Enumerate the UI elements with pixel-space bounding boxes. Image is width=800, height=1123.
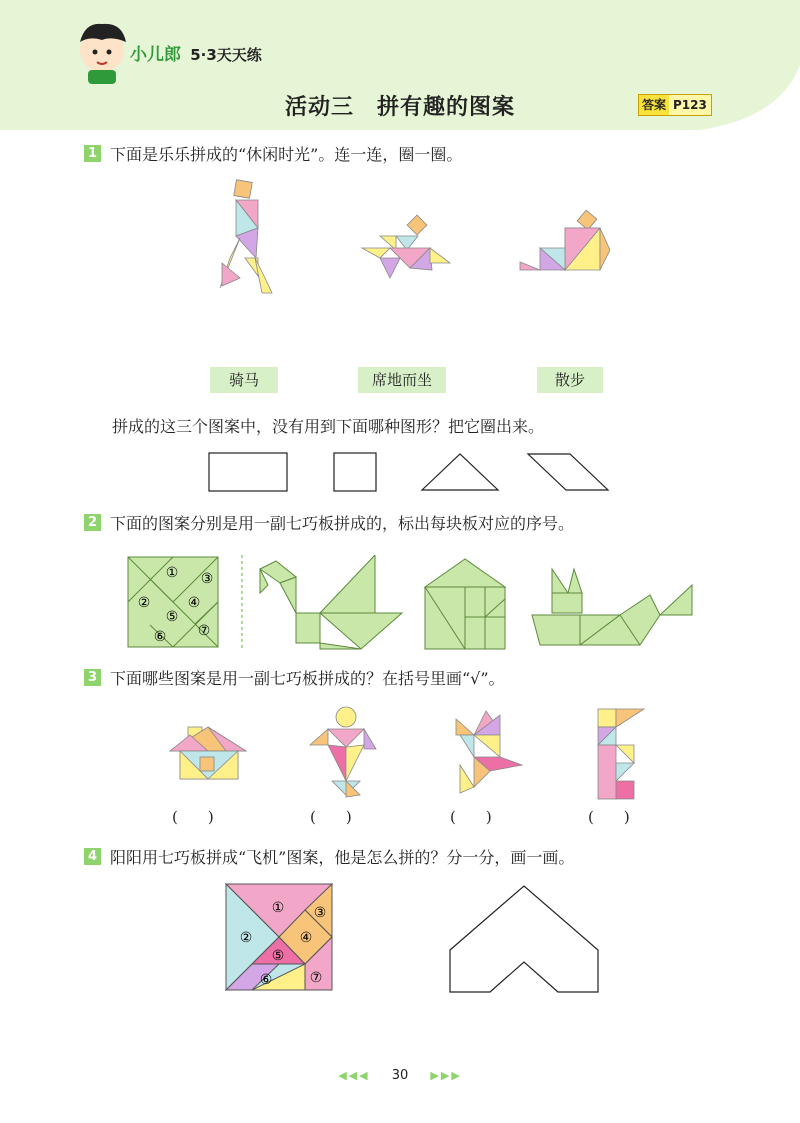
q4-num-7: ⑦: [309, 970, 323, 986]
brand-logo: 小儿郎: [130, 45, 181, 65]
tangram-num-7: ⑦: [197, 623, 211, 639]
cat-figure: [532, 569, 692, 645]
question-1-text: 下面是乐乐拼成的“休闲时光”。连一连，圈一圈。: [110, 145, 463, 164]
tangram-num-1: ①: [165, 565, 179, 581]
q4-num-1: ①: [271, 900, 285, 916]
q2-figures: [120, 555, 700, 655]
question-2-text: 下面的图案分别是用一副七巧板拼成的，标出每块板对应的序号。: [110, 514, 575, 533]
question-1-number: 1: [84, 145, 101, 162]
parallelogram-shape: [528, 454, 608, 490]
footer-right-arrows: ▶▶▶: [430, 1069, 462, 1082]
triangle-shape: [422, 454, 498, 490]
house-figure: [425, 559, 505, 649]
question-1-sub-text: 拼成的这三个图案中，没有用到下面哪种图形？把它圈出来。: [112, 417, 545, 436]
tangram-num-3: ③: [200, 571, 214, 587]
q4-figures: [220, 880, 600, 1000]
page-footer: [0, 1068, 800, 1083]
q4-num-6: ⑥: [259, 972, 273, 988]
rectangle-shape: [209, 453, 287, 491]
q4-num-3: ③: [313, 905, 327, 921]
page-number: 30: [391, 1068, 409, 1083]
letter-f-tangram-figure: [598, 709, 644, 799]
answer-key-page: P123: [673, 98, 707, 112]
q4-num-5: ⑤: [271, 948, 285, 964]
q4-num-4: ④: [299, 930, 313, 946]
bracket-1[interactable]: ( ): [172, 808, 214, 826]
question-4-number: 4: [84, 848, 101, 865]
q4-num-2: ②: [239, 930, 253, 946]
bracket-4[interactable]: ( ): [588, 808, 630, 826]
brand-series: 5·3天天练: [190, 46, 262, 64]
label-walking[interactable]: 散步: [537, 367, 603, 393]
question-2-number: 2: [84, 514, 101, 531]
square-shape: [334, 453, 376, 491]
label-sitting[interactable]: 席地而坐: [358, 367, 446, 393]
house-tangram-figure: [170, 727, 246, 779]
bracket-2[interactable]: ( ): [310, 808, 352, 826]
footer-left-arrows: ◀◀◀: [338, 1069, 370, 1082]
question-3-text: 下面哪些图案是用一副七巧板拼成的？在括号里画“√”。: [110, 669, 505, 688]
label-riding[interactable]: 骑马: [210, 367, 278, 393]
brand-label: [130, 40, 262, 65]
pinwheel-tangram-figure: [456, 711, 522, 793]
question-3-number: 3: [84, 669, 101, 686]
q3-figures: [160, 705, 660, 805]
question-4-text: 阳阳用七巧板拼成“飞机”图案，他是怎么拼的？分一分，画一画。: [110, 848, 575, 867]
bracket-3[interactable]: ( ): [450, 808, 492, 826]
answer-key-label: 答案: [639, 95, 669, 115]
q1-shapes: [200, 450, 620, 500]
page-title: 活动三 拼有趣的图案: [284, 95, 515, 120]
person-tangram-figure: [310, 707, 376, 797]
tangram-num-6: ⑥: [153, 629, 167, 645]
q1-figures: [200, 178, 610, 358]
airplane-outline: [450, 886, 598, 992]
tangram-num-5: ⑤: [165, 609, 179, 625]
swan-figure: [260, 555, 402, 649]
tangram-num-2: ②: [137, 595, 151, 611]
tangram-num-4: ④: [187, 595, 201, 611]
answer-key-badge: [638, 94, 712, 116]
